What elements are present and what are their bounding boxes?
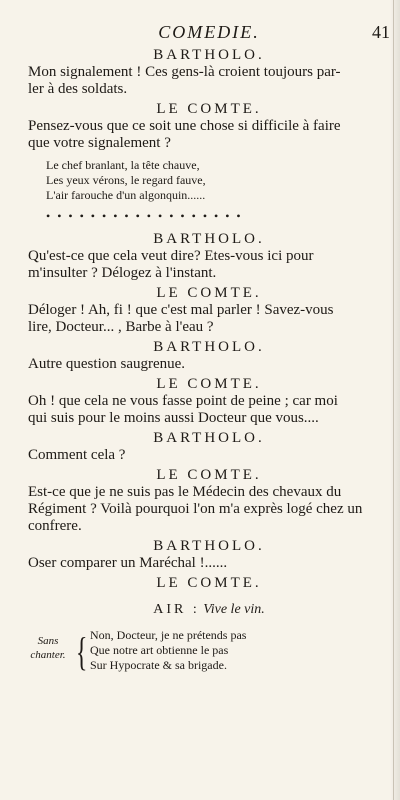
speaker-name: BARTHOLO.: [153, 538, 265, 554]
dialogue-line: lire, Docteur... , Barbe à l'eau ?: [28, 319, 214, 335]
dialogue-line: Déloger ! Ah, fi ! que c'est mal parler ! Savez-vous: [28, 302, 334, 318]
dialogue-part-2: [28, 230, 390, 592]
verse-line: Les yeux vérons, le regard fauve,: [46, 173, 206, 187]
verse-quote: [46, 158, 390, 203]
dialogue-line: qui suis pour le moins aussi Docteur que vous....: [28, 410, 319, 426]
dialogue-line: Oh ! que cela ne vous fasse point de peine ; car moi: [28, 393, 338, 409]
speaker-name: LE COMTE.: [156, 285, 262, 301]
song-line: Non, Docteur, je ne prétends pas: [90, 628, 247, 642]
page-gutter-shadow: [390, 0, 400, 800]
dialogue-line: Mon signalement ! Ces gens-là croient toujours par-: [28, 64, 341, 80]
running-head: [28, 22, 390, 44]
dialogue-line: Régiment ? Voilà pourquoi l'on m'a exprès logé chez un: [28, 501, 363, 517]
speaker-name: LE COMTE.: [156, 101, 262, 117]
stage-direction-line: chanter.: [30, 649, 66, 661]
dialogue-line: confrere.: [28, 518, 82, 534]
stage-direction: [28, 634, 68, 662]
song-lines: [90, 628, 246, 673]
verse-line: L'air farouche d'un algonquin......: [46, 188, 206, 202]
air-label: AIR :: [153, 602, 200, 617]
speaker-name: LE COMTE.: [156, 376, 262, 392]
dialogue-line: Pensez-vous que ce soit une chose si difficile à faire: [28, 118, 341, 134]
page-edge-line: [393, 0, 394, 800]
song-block: [28, 626, 390, 686]
song-line: Que notre art obtienne le pas: [90, 643, 229, 657]
speaker-name: LE COMTE.: [156, 467, 262, 483]
speaker-name: BARTHOLO.: [153, 430, 265, 446]
song-line: Sur Hypocrate & sa brigade.: [90, 658, 227, 672]
dialogue-line: Autre question saugrenue.: [28, 356, 186, 372]
dialogue-line: Est-ce que je ne suis pas le Médecin des chevaux du: [28, 484, 342, 500]
running-title: COMEDIE.: [158, 22, 260, 42]
dialogue-line: que votre signalement ?: [28, 135, 171, 151]
dialogue-line: ler à des soldats.: [28, 81, 128, 97]
ellipsis-dots: • • • • • • • • • • • • • • • • • •: [46, 209, 243, 223]
dialogue-line: Oser comparer un Maréchal !......: [28, 555, 228, 571]
dialogue-line: Comment cela ?: [28, 447, 126, 463]
verse-line: Le chef branlant, la tête chauve,: [46, 158, 200, 172]
air-heading: [28, 602, 390, 618]
curly-brace-icon: {: [75, 629, 88, 674]
speaker-name: BARTHOLO.: [153, 47, 265, 63]
stage-direction-line: Sans: [37, 635, 59, 647]
speaker-name: BARTHOLO.: [153, 339, 265, 355]
speaker-name: LE COMTE.: [156, 575, 262, 591]
dialogue-line: m'insulter ? Délogez à l'instant.: [28, 265, 217, 281]
page-content: [28, 22, 390, 686]
air-tune: Vive le vin.: [203, 602, 265, 617]
dialogue-line: Qu'est-ce que cela veut dire? Etes-vous ici pour: [28, 248, 314, 264]
dialogue-part-1: [28, 46, 390, 152]
speaker-name: BARTHOLO.: [153, 231, 265, 247]
page-number: 41: [372, 22, 390, 42]
